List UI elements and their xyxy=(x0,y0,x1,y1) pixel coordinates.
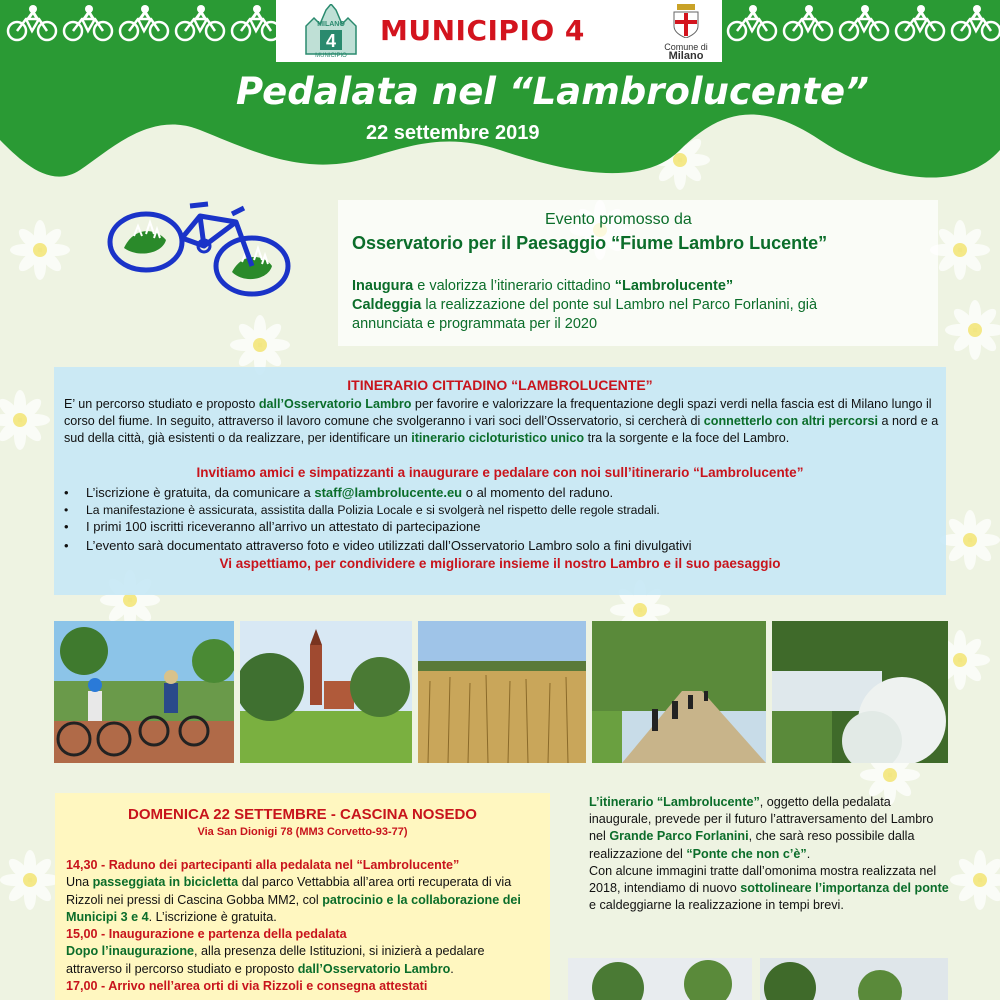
bullet-documentato xyxy=(64,538,692,554)
bicycle-icon xyxy=(782,3,834,43)
bullet-dot: • xyxy=(64,485,69,500)
itinerario-closing: Vi aspettiamo, per condividere e migliorare insieme il nostro Lambro e il suo paesaggio xyxy=(219,556,781,571)
promo-caldeggia-line2: annunciata e programmata per il 2020 xyxy=(352,316,598,332)
milano-label: Milano xyxy=(668,50,704,62)
municipio-logo xyxy=(302,4,360,58)
bicycle-icon xyxy=(174,3,226,43)
itin-text-e: a nord e a sud della città, già esistenti o da realizzare, per identificare un xyxy=(64,414,939,445)
right-itinerario: L’itinerario “Lambrolucente” xyxy=(589,795,760,809)
programma-address: Via San Dionigi 78 (MM3 Corvetto-93-77) xyxy=(197,826,408,838)
bicycle-icon xyxy=(62,3,114,43)
programma-p1 xyxy=(66,874,544,926)
promo-caldeggia xyxy=(352,297,912,315)
bicycle-icon xyxy=(838,3,890,43)
p1-a: Una xyxy=(66,875,93,890)
bullet-iscritti xyxy=(64,519,481,535)
right-b: , oggetto della pedalata inaugurale, prevede per il futuro l’attraversamento del Lambro nel xyxy=(589,795,934,844)
photo-bottom-left xyxy=(568,958,752,1000)
photo-church xyxy=(240,621,412,763)
bike-icons-right xyxy=(726,0,1000,46)
bullet-iscritti-text: I primi 100 iscritti riceveranno all’arrivo un attestato di partecipazione xyxy=(86,519,481,534)
photo-bottom-right xyxy=(760,958,948,1000)
programma-p2 xyxy=(66,943,544,978)
itin-text-g: tra la sorgente e la foce del Lambro. xyxy=(584,431,790,445)
p2-d: . xyxy=(450,961,454,976)
bullet-iscrizione xyxy=(64,485,613,501)
p2-osservatorio: dall’Osservatorio Lambro xyxy=(297,961,451,976)
itin-cicloturistico: itinerario cicloturistico unico xyxy=(411,431,585,445)
bicycle-icon xyxy=(726,3,778,43)
programma-text xyxy=(66,857,544,995)
right-i: e caldeggiarne la realizzazione in tempi brevi. xyxy=(589,898,844,913)
comune-milano-logo xyxy=(662,4,710,60)
bullet-manifestazione-text: La manifestazione è assicurata, assistita dalla Polizia Locale e si svolgerà nel rispetto delle regole stradali. xyxy=(86,503,660,517)
programma-heading: DOMENICA 22 SETTEMBRE - CASCINA NOSEDO xyxy=(128,806,477,823)
bullet-dot: • xyxy=(64,538,69,553)
staff-email[interactable]: staff@lambrolucente.eu xyxy=(314,485,463,500)
bike-icons-left xyxy=(6,0,282,46)
p1-patrocinio: patrocinio e la collaborazione dei Municipi 3 e 4 xyxy=(66,892,521,924)
municipio-logo-bottom: MUNICIPIO xyxy=(315,53,347,58)
itinerario-invito: Invitiamo amici e simpatizzanti a inaugurare e pedalare con noi sull’itinerario “Lambrolucente” xyxy=(196,465,804,480)
municipio-title: MUNICIPIO 4 xyxy=(380,14,585,47)
municipio-logo-number: 4 xyxy=(325,31,337,51)
bullet-iscrizione-text: L’iscrizione è gratuita, da comunicare a xyxy=(86,485,315,500)
right-f: . xyxy=(806,846,811,861)
milano-crest-icon xyxy=(671,4,701,38)
inaugura-rest: e valorizza l’itinerario cittadino xyxy=(413,278,615,294)
bullet-iscrizione-end: o al momento del raduno. xyxy=(462,485,614,500)
lambrolucente-bike-logo xyxy=(104,196,294,304)
itin-text-a: E’ un percorso studiato e proposto xyxy=(64,397,259,411)
bicycle-icon xyxy=(6,3,58,43)
right-g: Con alcune immagini tratte dall’omonima mostra realizzata nel 2018, intendiamo di nuovo xyxy=(589,863,937,896)
bicycle-icon xyxy=(230,3,282,43)
itin-osservatorio: dall’Osservatorio Lambro xyxy=(258,397,412,411)
right-d: , che sarà reso possibile dalla realizzazione del xyxy=(589,829,915,861)
time-1500: 15,00 - Inaugurazione e partenza della pedalata xyxy=(66,927,347,942)
ponte-description xyxy=(589,794,949,914)
photo-cyclists xyxy=(54,621,234,763)
time-1700: 17,00 - Arrivo nell’area orti di via Rizzoli e consegna attestati xyxy=(66,979,428,994)
promo-intro: Evento promosso da xyxy=(545,211,692,228)
right-sottolineare: sottolineare l’importanza del ponte xyxy=(740,881,949,896)
itinerario-title: ITINERARIO CITTADINO “LAMBROLUCENTE” xyxy=(347,377,653,393)
comune-label: Comune di xyxy=(664,42,708,52)
promo-inaugura xyxy=(352,278,912,296)
itin-connetterlo: connetterlo con altri percorsi xyxy=(703,414,879,428)
bullet-documentato-text: L’evento sarà documentato attraverso foto e video utilizzati dall’Osservatorio Lambro solo a fini divulgativi xyxy=(86,538,692,553)
bullet-dot: • xyxy=(64,519,69,534)
time-1430: 14,30 - Raduno dei partecipanti alla pedalata nel “Lambrolucente” xyxy=(66,858,460,872)
p2-inaugurazione: Dopo l’inaugurazione xyxy=(66,944,195,959)
municipio-logo-top: MILANO xyxy=(317,21,345,28)
photo-wheat-field xyxy=(418,621,586,763)
caldeggia-bold: Caldeggia xyxy=(352,297,422,313)
caldeggia-rest: la realizzazione del ponte sul Lambro nel Parco Forlanini, già xyxy=(421,297,818,313)
event-date: 22 settembre 2019 xyxy=(366,122,540,144)
inaugura-bold: Inaugura xyxy=(352,278,414,294)
p1-passeggiata: passeggiata in bicicletta xyxy=(92,875,239,890)
photo-walkers-path xyxy=(592,621,766,763)
bicycle-icon xyxy=(950,3,1000,43)
event-title: Pedalata nel “Lambrolucente” xyxy=(236,70,869,113)
inaugura-name: “Lambrolucente” xyxy=(614,278,734,294)
p1-e: . L’iscrizione è gratuita. xyxy=(148,909,277,924)
p1-c: dal parco Vettabbia all’area orti recuperata di via Rizzoli nei pressi di Cascina Gobba MM2, col xyxy=(66,875,512,907)
p2-b: , alla presenza delle Istituzioni, si inizierà a pedalare attraverso il percorso studiato e proposto xyxy=(66,944,485,976)
itin-text-c: per favorire e valorizzare la frequentazione degli spazi verdi nella fascia est di Milano lungo il corso del fiume. In seguito, attraverso il lavoro comune che svolgeranno i vari soci dell’Osservatorio, si cercherà di xyxy=(64,397,932,428)
bicycle-icon xyxy=(894,3,946,43)
photo-river-flowers xyxy=(772,621,948,763)
bullet-dot: • xyxy=(64,503,69,517)
bullet-manifestazione xyxy=(64,502,660,518)
right-parco: Grande Parco Forlanini xyxy=(609,829,749,844)
itinerario-description xyxy=(64,396,944,447)
promo-organizer: Osservatorio per il Paesaggio “Fiume Lambro Lucente” xyxy=(352,233,828,253)
bicycle-icon xyxy=(118,3,170,43)
right-ponte: “Ponte che non c’è” xyxy=(686,846,807,861)
